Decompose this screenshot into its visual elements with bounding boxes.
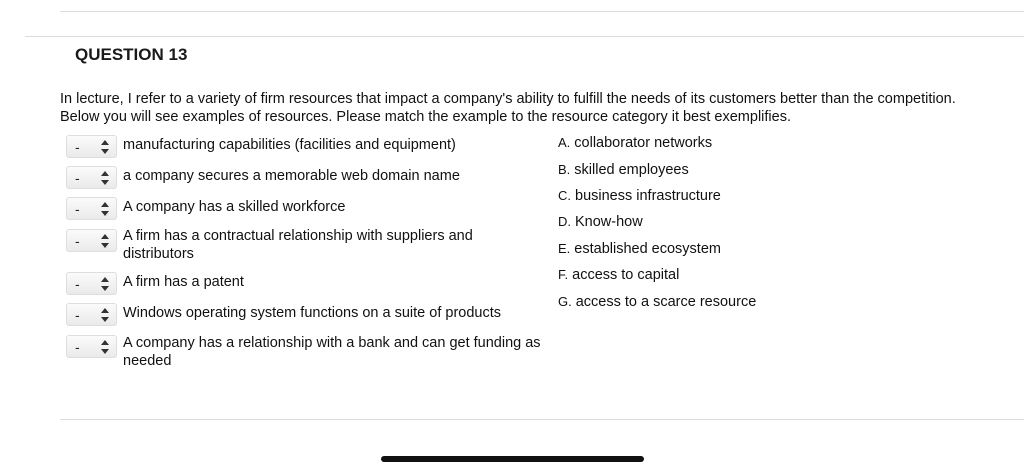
up-down-arrows-icon bbox=[101, 340, 109, 354]
option-e bbox=[558, 241, 721, 257]
select-value: - bbox=[75, 275, 80, 292]
option-letter: A. bbox=[558, 135, 571, 150]
option-letter: G. bbox=[558, 294, 572, 309]
option-c bbox=[558, 188, 721, 204]
match-select[interactable] bbox=[66, 166, 117, 189]
match-text: A firm has a contractual relationship with suppliers and distributors bbox=[123, 228, 473, 262]
up-down-arrows-icon bbox=[101, 171, 109, 185]
option-d bbox=[558, 214, 643, 230]
prompt-line-2: Below you will see examples of resources. Please match the example to the resource category it best exemplifies. bbox=[60, 108, 791, 125]
bottom-divider bbox=[60, 419, 1024, 420]
option-text: access to a scarce resource bbox=[575, 294, 757, 310]
option-text: established ecosystem bbox=[574, 241, 721, 257]
prompt-line-1: In lecture, I refer to a variety of firm resources that impact a company's ability to fulfill the needs of its customers better than the competition. bbox=[60, 91, 956, 107]
option-text: skilled employees bbox=[574, 162, 689, 178]
match-select[interactable] bbox=[66, 229, 117, 252]
select-value: - bbox=[75, 232, 80, 249]
match-text: a company secures a memorable web domain name bbox=[123, 168, 460, 184]
select-value: - bbox=[75, 306, 80, 323]
match-row bbox=[66, 135, 563, 158]
select-value: - bbox=[75, 169, 80, 186]
match-row bbox=[66, 226, 523, 263]
question-prompt bbox=[60, 91, 1024, 126]
match-row bbox=[66, 303, 563, 326]
option-text: access to capital bbox=[572, 267, 680, 283]
match-select[interactable] bbox=[66, 272, 117, 295]
match-text: manufacturing capabilities (facilities and equipment) bbox=[123, 137, 456, 153]
match-row bbox=[66, 197, 563, 220]
option-text: Know-how bbox=[575, 214, 643, 230]
option-letter: F. bbox=[558, 267, 569, 282]
up-down-arrows-icon bbox=[101, 140, 109, 154]
up-down-arrows-icon bbox=[101, 234, 109, 248]
question-divider bbox=[25, 36, 1024, 37]
match-select[interactable] bbox=[66, 335, 117, 358]
option-text: business infrastructure bbox=[575, 188, 721, 204]
option-b bbox=[558, 162, 689, 178]
match-text: A firm has a patent bbox=[123, 274, 244, 290]
select-value: - bbox=[75, 338, 80, 355]
match-row bbox=[66, 166, 563, 189]
option-letter: E. bbox=[558, 241, 571, 256]
match-row bbox=[66, 333, 563, 370]
question-title: QUESTION 13 bbox=[75, 45, 188, 64]
option-text: collaborator networks bbox=[574, 135, 713, 151]
option-letter: C. bbox=[558, 188, 571, 203]
option-a bbox=[558, 135, 712, 151]
option-f bbox=[558, 267, 679, 283]
option-g bbox=[558, 294, 756, 310]
up-down-arrows-icon bbox=[101, 202, 109, 216]
match-text: A company has a relationship with a bank and can get funding as needed bbox=[123, 335, 541, 369]
match-text: A company has a skilled workforce bbox=[123, 199, 346, 215]
select-value: - bbox=[75, 138, 80, 155]
top-divider bbox=[60, 11, 1024, 12]
match-row bbox=[66, 272, 563, 295]
select-value: - bbox=[75, 200, 80, 217]
match-text: Windows operating system functions on a suite of products bbox=[123, 305, 501, 321]
up-down-arrows-icon bbox=[101, 308, 109, 322]
match-select[interactable] bbox=[66, 303, 117, 326]
up-down-arrows-icon bbox=[101, 277, 109, 291]
match-select[interactable] bbox=[66, 197, 117, 220]
option-letter: B. bbox=[558, 162, 571, 177]
match-select[interactable] bbox=[66, 135, 117, 158]
home-indicator[interactable] bbox=[381, 456, 644, 462]
option-letter: D. bbox=[558, 214, 571, 229]
